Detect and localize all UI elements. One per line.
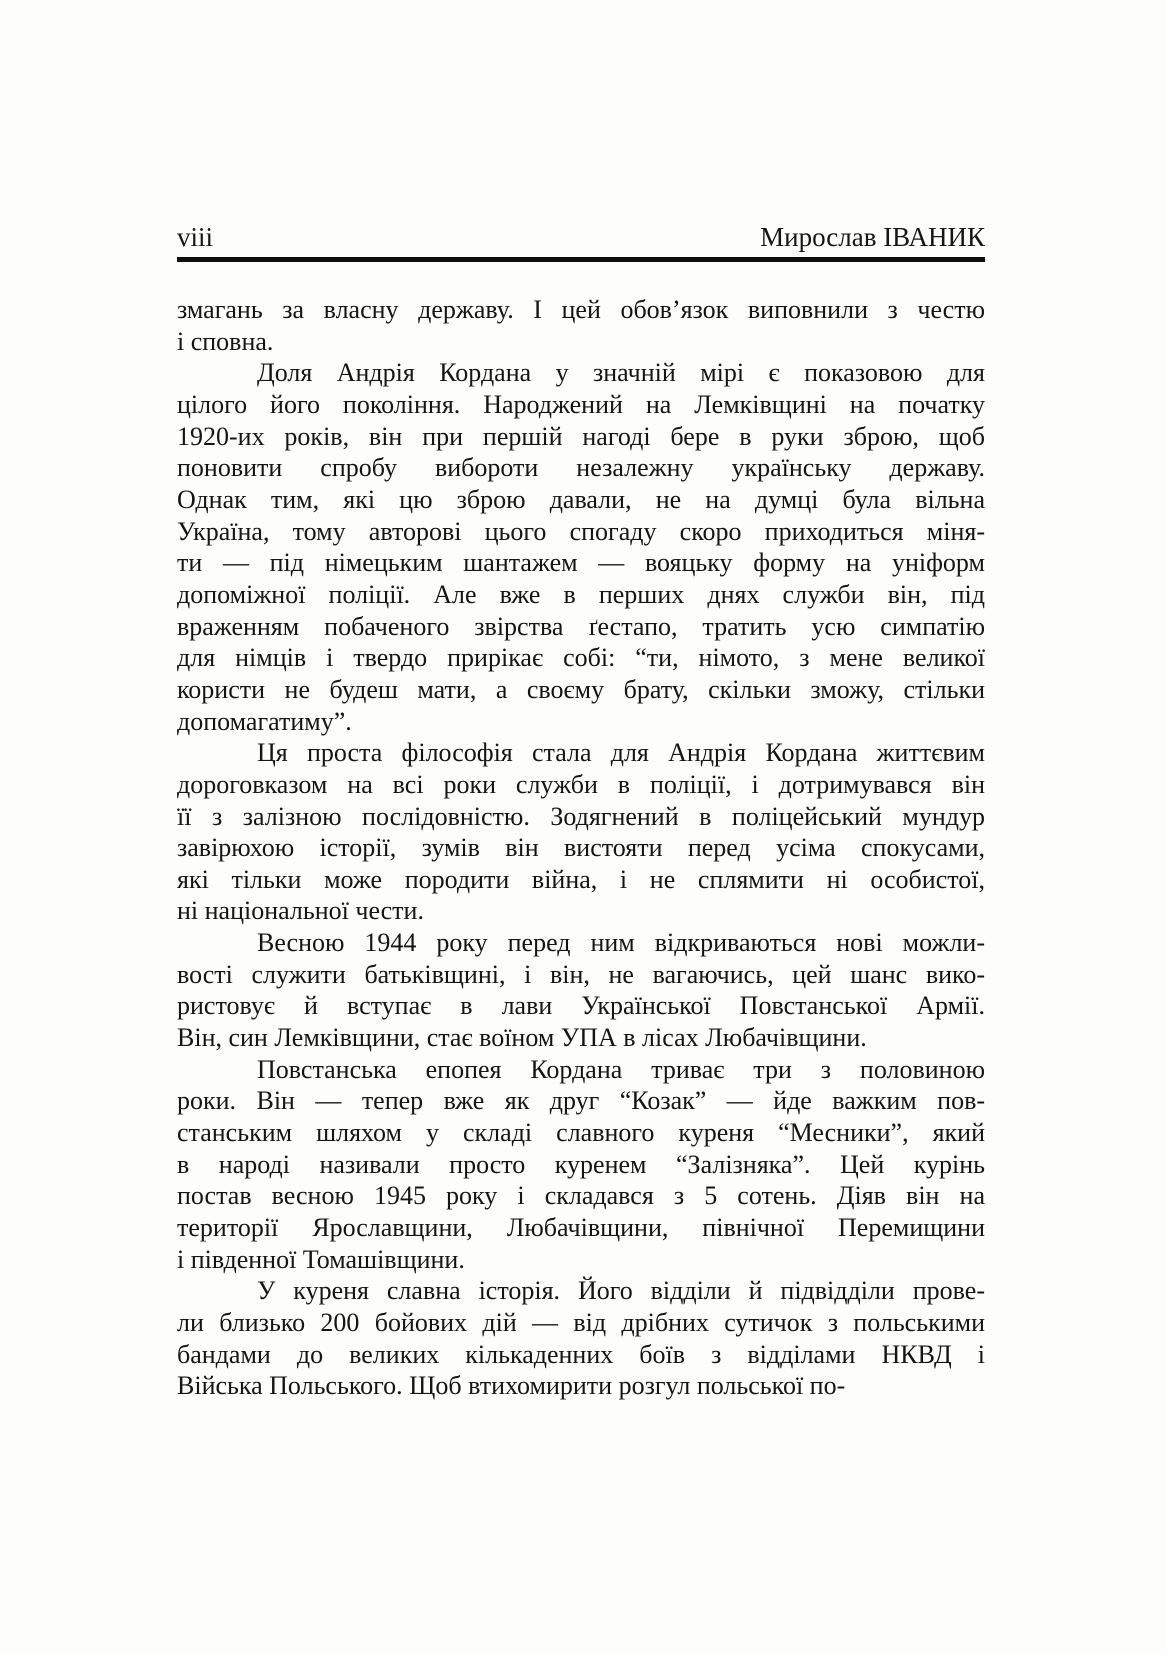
page-header [177,220,985,254]
text-line: для німців і твердо прирікає собі: “ти, німото, з мене великої [177,643,985,673]
text-line: 1920-их років, він при першій нагоді бере в руки зброю, щоб [177,421,985,451]
text-line: цілого його покоління. Народжений на Лемківщині на початку [177,389,985,419]
text-line: поновити спробу вибороти незалежну українську державу. [177,453,985,483]
page-body [177,294,985,1402]
text-line: завірюхою історії, зумів він вистояти перед усіма спокусами, [177,833,985,863]
text-line: її з залізною послідовністю. Зодягнений в поліцейський мундур [177,801,985,831]
text-line: бандами до великих кількаденних боїв з відділами НКВД і [177,1339,985,1369]
text-line: дороговказом на всі роки служби в поліції, і дотримувався він [177,769,985,799]
text-line: ли близько 200 бойових дій — від дрібних сутичок з польськими [177,1308,985,1337]
page-number: viii [177,222,214,252]
text-line: У куреня славна історія. Його відділи й підвідділи прове- [257,1276,985,1306]
text-line: вості служити батьківщині, і він, не вагаючись, цей шанс вико- [177,959,985,989]
header-rule [177,257,985,262]
text-line: Україна, тому авторові цього спогаду скоро приходиться міня- [177,516,985,546]
text-line: роки. Він — тепер вже як друг “Козак” — йде важким пов- [177,1086,985,1116]
text-line: змагань за власну державу. І цей обов’язок виповнили з честю [177,295,985,324]
text-line: в народі називали просто куренем “Залізняка”. Цей курінь [177,1149,985,1179]
text-line: ні національної чести. [177,896,424,926]
text-line: Війська Польського. Щоб втихомирити розгул польської по- [177,1371,846,1401]
text-line: які тільки може породити війна, і не сплямити ні особистої, [177,864,985,894]
text-line: постав весною 1945 року і складався з 5 сотень. Діяв він на [177,1181,985,1211]
text-line: враженням побаченого звірства ґестапо, тратить усю симпатію [177,611,985,641]
text-line: і сповна. [177,326,274,356]
text-line: Весною 1944 року перед ним відкриваються нові можли- [257,928,985,958]
text-line: ти — під німецьким шантажем — вояцьку форму на уніформ [177,548,985,578]
text-line: Ця проста філософія стала для Андрія Кордана життєвим [257,738,985,768]
text-line: допомагатиму”. [177,706,352,736]
text-line: станським шляхом у складі славного куреня “Месники”, який [177,1118,985,1148]
text-line: і південної Томашівщини. [177,1244,465,1274]
text-line: користи не будеш мати, а своєму брату, скільки зможу, стільки [177,674,985,704]
text-line: Однак тим, які цю зброю давали, не на думці була вільна [177,484,985,514]
running-header-author: Мирослав ІВАНИК [760,222,985,252]
text-line: Повстанська епопея Кордана триває три з половиною [257,1054,985,1084]
text-line: допоміжної поліції. Але вже в перших днях служби він, під [177,579,985,609]
text-line: Він, син Лемківщини, стає воїном УПА в лісах Любачівщини. [177,1023,867,1053]
text-line: Доля Андрія Кордана у значній мірі є показовою для [257,358,985,388]
text-line: території Ярославщини, Любачівщини, північної Перемищини [177,1213,985,1243]
text-line: ристовує й вступає в лави Української Повстанської Армії. [177,991,985,1021]
